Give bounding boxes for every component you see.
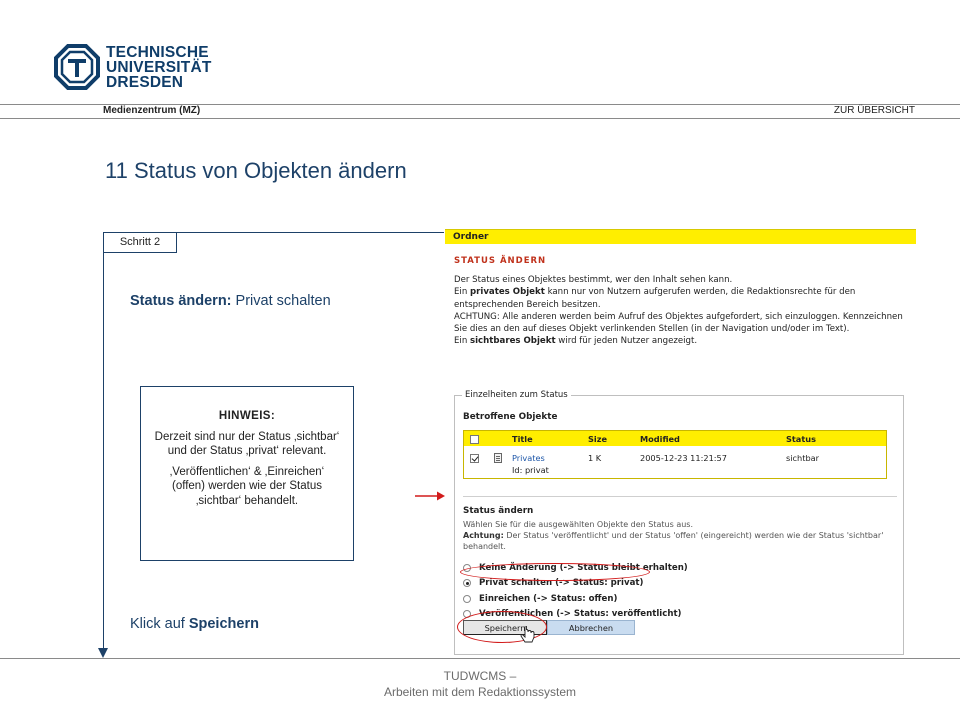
row-status: sichtbar [786,453,820,463]
footer-line-1: TUDWCMS – [443,669,517,683]
step-heading-bold: Status ändern: [130,293,232,309]
panel-intro [454,274,904,348]
intro-line-2-c: kann nur von Nutzern aufgerufen werden, die Redaktionsrechte für den entsprechenden Bereich besitzen. [454,287,856,310]
red-arrow-icon [415,490,445,502]
logo-line-1: TECHNISCHE [106,44,209,61]
panel-subtitle: STATUS ÄNDERN [454,256,547,266]
intro-line-4-b: sichtbares Objekt [470,336,556,347]
status-note-bold: Achtung: [463,531,504,540]
logo-line-3: DRESDEN [106,74,184,91]
step-top-rule [177,232,444,233]
intro-line-2-b: privates Objekt [470,287,545,298]
radio-label: Keine Änderung (-> Status bleibt erhalten) [479,562,688,573]
step-vertical-rule [103,232,104,652]
radio-label: Einreichen (-> Status: offen) [479,593,618,604]
row-title-link[interactable]: Privates [512,453,545,463]
row-checkbox[interactable] [470,454,479,463]
click-instruction [130,616,259,632]
hint-box [140,386,354,561]
click-prefix: Klick auf [130,616,189,632]
step-heading-rest: Privat schalten [231,293,331,309]
col-size: Size [588,433,608,444]
intro-line-4-c: wird für jeden Nutzer angezeigt. [555,336,698,347]
cms-screenshot-panel [445,229,916,659]
cancel-button[interactable]: Abbrechen [547,620,635,635]
tu-emblem-icon [54,44,100,90]
row-size: 1 K [588,453,602,463]
col-status: Status [786,433,816,444]
intro-line-4 [454,335,904,347]
hand-cursor-icon [520,626,536,646]
department-label: Medienzentrum (MZ) [103,105,201,116]
footer-rule [0,658,960,659]
intro-line-2 [454,286,904,311]
highlight-ellipse-private-option [460,563,650,581]
logo-wordmark [106,45,212,90]
fieldset-divider [463,496,897,497]
status-note-line [463,530,893,552]
overview-link[interactable]: ZUR ÜBERSICHT [833,105,915,116]
step-arrow-down-icon [98,648,108,658]
tu-dresden-logo [54,44,214,94]
save-button[interactable]: Speichern [463,620,547,635]
click-target: Speichern [188,616,259,632]
objects-table [463,430,887,479]
header-bottom-rule [0,118,960,119]
status-change-help [463,519,893,552]
row-id: Id: privat [512,465,549,475]
intro-line-4-a: Ein [454,336,470,347]
radio-button-selected[interactable] [463,579,471,587]
hint-paragraph-1: Derzeit sind nur der Status ‚sichtbar‘ und der Status ‚privat‘ relevant. [154,430,340,457]
page-title: 11 Status von Objekten ändern [105,158,407,183]
fieldset-legend: Einzelheiten zum Status [462,390,571,400]
radio-option-submit[interactable] [463,591,688,607]
radio-label: Privat schalten (-> Status: privat) [479,578,644,589]
col-modified: Modified [640,433,680,444]
select-all-checkbox[interactable] [470,435,479,444]
footer-text [0,668,960,700]
status-help-line: Wählen Sie für die ausgewählten Objekte den Status aus. [463,520,694,529]
table-header [464,431,886,446]
intro-line-3: ACHTUNG: Alle anderen werden beim Aufruf des Objektes aufgefordert, sich einzuloggen. Kennzeichnen Sie dies an den auf dieses Objekt verlinkenden Stellen (in der Navigation und/oder im Text). [454,311,903,335]
col-title: Title [512,433,533,444]
step-tab: Schritt 2 [103,232,177,253]
table-row [464,446,886,478]
intro-line-2-a: Ein [454,287,470,298]
intro-line-1: Der Status eines Objektes bestimmt, wer den Inhalt sehen kann. [454,275,733,285]
document-icon [494,453,502,463]
status-change-title: Status ändern [463,506,534,516]
affected-objects-title: Betroffene Objekte [463,412,558,422]
step-heading [130,293,331,309]
hint-paragraph-2: ‚Veröffentlichen‘ & ‚Einreichen‘ (offen) werden wie der Status ‚sichtbar‘ behandelt. [169,465,325,507]
radio-button[interactable] [463,595,471,603]
footer-line-2: Arbeiten mit dem Redaktionssystem [383,685,577,699]
folder-bar: Ordner [445,229,916,244]
row-modified: 2005-12-23 11:21:57 [640,453,727,463]
hint-title: HINWEIS: [218,410,276,422]
logo-line-2: UNIVERSITÄT [106,59,212,76]
status-note-text: Der Status 'veröffentlicht' und der Status 'offen' (eingereicht) werden wie der Status 'sichtbar' behandelt. [463,531,884,551]
radio-label: Veröffentlichen (-> Status: veröffentlicht) [479,609,682,620]
